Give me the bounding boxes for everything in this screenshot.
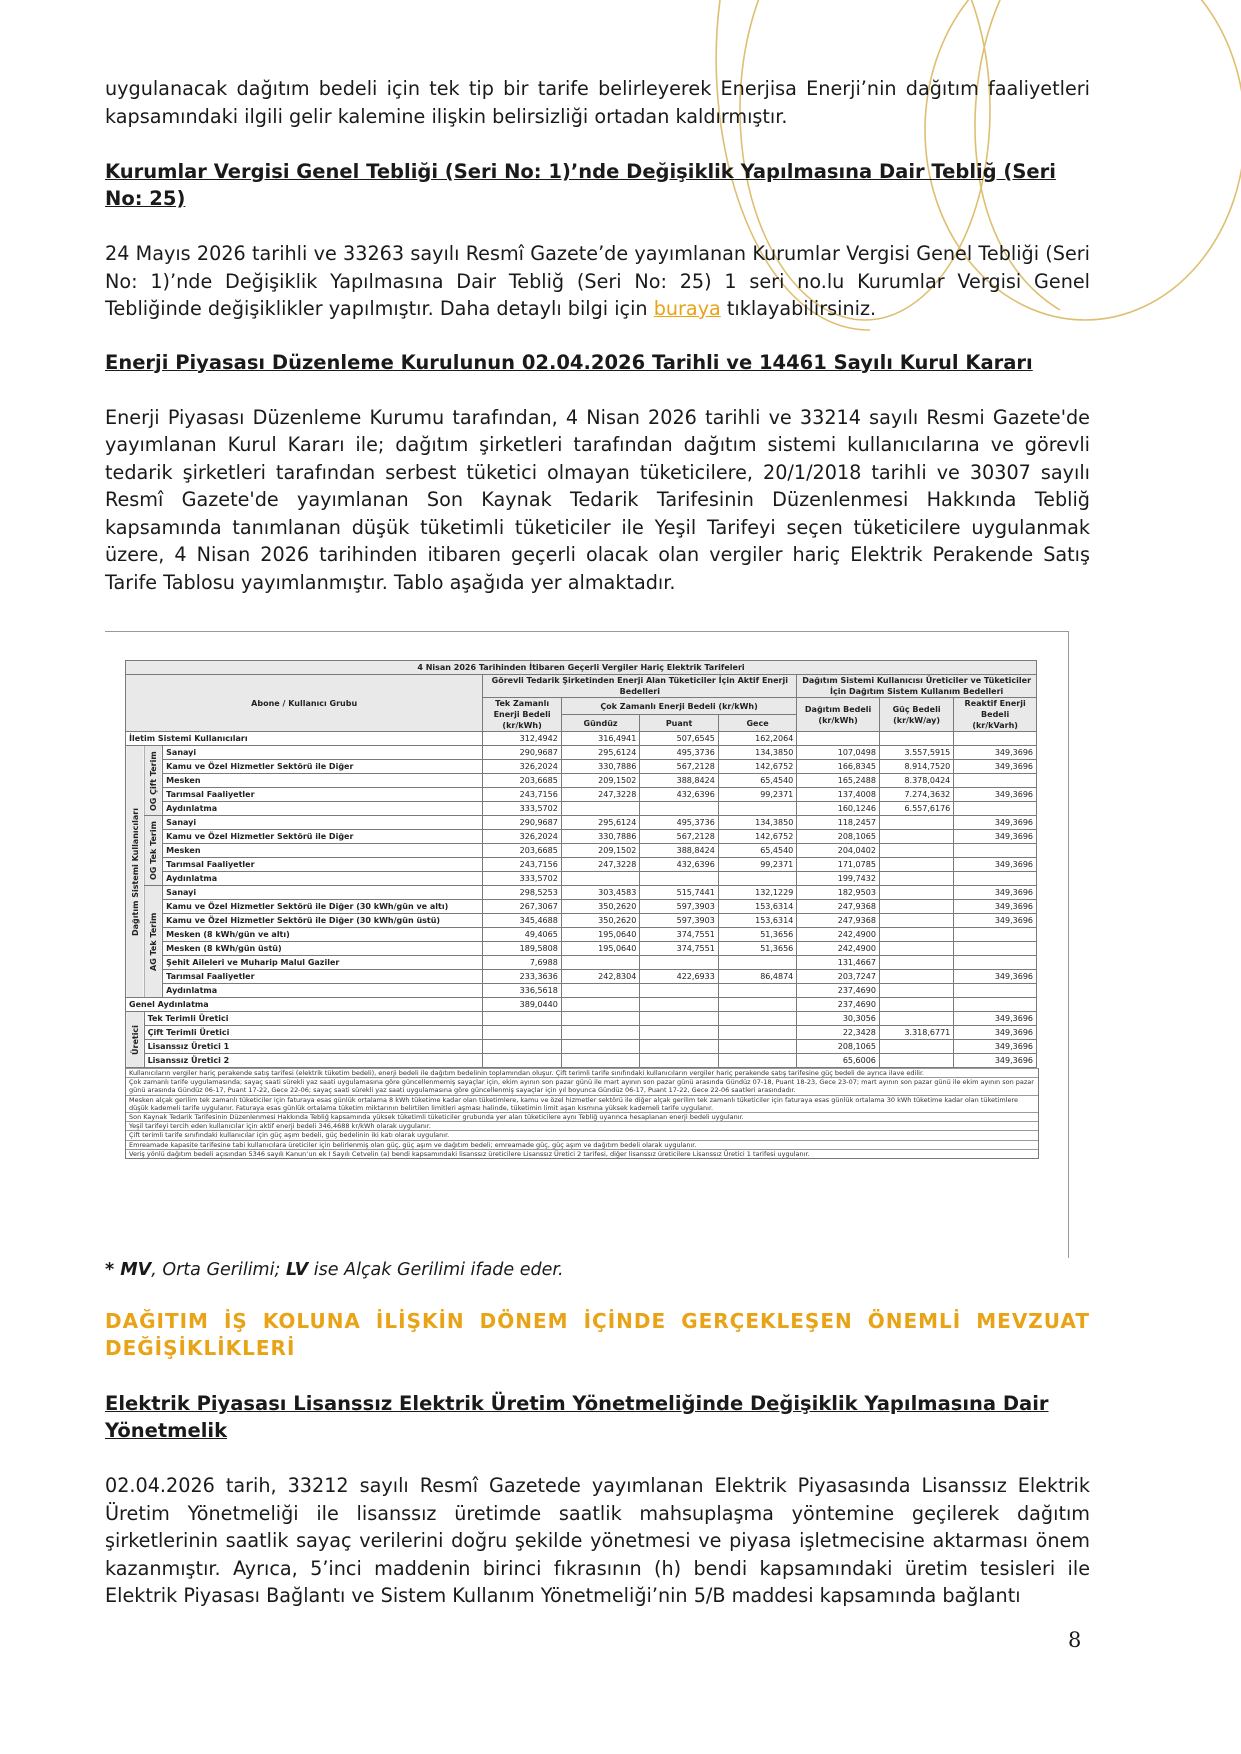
row-value (954, 998, 1037, 1012)
row-label: İletim Sistemi Kullanıcıları (126, 732, 483, 746)
row-value: 22,3428 (797, 1026, 880, 1040)
table-row (126, 998, 1037, 1012)
row-label: Tarımsal Faaliyetler (163, 970, 483, 984)
row-value (954, 942, 1037, 956)
row-value (954, 872, 1037, 886)
row-value: 233,3636 (483, 970, 561, 984)
row-value: 326,2024 (483, 760, 561, 774)
row-label: Lisanssız Üretici 1 (144, 1040, 483, 1054)
row-value (640, 998, 718, 1012)
row-value: 349,3696 (954, 1040, 1037, 1054)
row-value: 432,6396 (640, 788, 718, 802)
row-value (718, 956, 796, 970)
caption-mid: , Orta Gerilimi; (151, 1260, 286, 1280)
row-value: 203,6685 (483, 844, 561, 858)
row-value: 349,3696 (954, 760, 1037, 774)
th-power-fee: Güç Bedeli (kr/kW/ay) (879, 698, 953, 732)
th-single-time: Tek Zamanlı Enerji Bedeli (kr/kWh) (483, 698, 561, 732)
th-supplier-group: Görevli Tedarik Şirketinden Enerji Alan Tüketiciler İçin Aktif Enerji Bedelleri (483, 675, 797, 698)
row-value (954, 984, 1037, 998)
caption-end: ise Alçak Gerilimi ifade eder. (308, 1260, 564, 1280)
th-day: Gündüz (561, 715, 639, 732)
table-row (126, 956, 1037, 970)
row-label: Kamu ve Özel Hizmetler Sektörü ile Diğer (30 kWh/gün ve altı) (163, 900, 483, 914)
row-label: Genel Aydınlatma (126, 998, 483, 1012)
row-label: Aydınlatma (163, 872, 483, 886)
row-value: 142,6752 (718, 760, 796, 774)
row-value: 30,3056 (797, 1012, 880, 1026)
row-value (718, 1040, 796, 1054)
row-value: 295,6124 (561, 746, 639, 760)
row-value: 7.274,3632 (879, 788, 953, 802)
table-note: Çift terimli tarife sınıfındaki kullanıcılar için güç aşım bedeli, güç bedelinin iki katı olarak uygulanır. (126, 1130, 1038, 1139)
table-row (126, 774, 1037, 788)
row-value (640, 872, 718, 886)
table-row (126, 1054, 1037, 1068)
row-value: 374,7551 (640, 928, 718, 942)
lower-content (105, 1308, 1090, 1610)
row-value: 237,4690 (797, 998, 880, 1012)
table-note: Mesken alçak gerilim tek zamanlı tüketiciler için faturaya esas günlük ortalama 8 kWh tüketime kadar olan tüketimlere, kamu ve özel hizmetler sektörü ile diğer alçak gerilim tek zamanlı tüketiciler için faturaya esas günlük ortalama 30 kWh tüketime kadar olan tüketimlere düşük kademeli tarife uygulanır. Faturaya esas günlük ortalama tüketim miktarının belirtilen limitleri aşması halinde, tüketimin limit aşan kısmına yüksek kademeli tarife uygulanır. (126, 1095, 1038, 1112)
row-value: 242,8304 (561, 970, 639, 984)
row-value: 597,3903 (640, 914, 718, 928)
row-label: Mesken (163, 844, 483, 858)
row-label: Tarımsal Faaliyetler (163, 788, 483, 802)
row-value (879, 1054, 953, 1068)
row-value: 203,7247 (797, 970, 880, 984)
row-value (561, 1026, 639, 1040)
table-row (126, 942, 1037, 956)
row-value: 208,1065 (797, 830, 880, 844)
table-row (126, 1012, 1037, 1026)
row-value (954, 774, 1037, 788)
row-value (561, 802, 639, 816)
section4-heading: Elektrik Piyasası Lisanssız Elektrik Üretim Yönetmeliğinde Değişiklik Yapılmasına Dair Yönetmelik (105, 1392, 1049, 1442)
row-value: 349,3696 (954, 858, 1037, 872)
row-value: 349,3696 (954, 970, 1037, 984)
row-value: 49,4065 (483, 928, 561, 942)
side-label-og_cift: OG Çift Terim (144, 746, 163, 816)
row-value (640, 1054, 718, 1068)
section1-paragraph (105, 240, 1090, 323)
row-value: 303,4583 (561, 886, 639, 900)
section1-heading: Kurumlar Vergisi Genel Tebliği (Seri No: 1)’nde Değişiklik Yapılmasına Dair Tebliğ (Seri No: 25) (105, 160, 1056, 210)
side-label-ag_tek: AG Tek Terim (144, 886, 163, 998)
row-label: Mesken (8 kWh/gün üstü) (163, 942, 483, 956)
row-value (879, 928, 953, 942)
caption-mv: * MV (105, 1260, 152, 1280)
table-note: Yeşil tarifeyi tercih eden kullanıcılar için aktif enerji bedeli 346,4688 kr/kWh olarak uygulanır. (126, 1121, 1038, 1130)
row-value: 326,2024 (483, 830, 561, 844)
table-note: Çok zamanlı tarife uygulamasında; sayaç saati sürekli yaz saati uygulamasına göre güncellenmemiş sayaçlar için, ekim ayının son pazar günü ile mart ayının son pazar günü arasında Gündüz 07-18, Puant 18-23, Gece 23-07; mart ayının son pazar günü ile ekim ayının son pazar günü arasında Gündüz 06-17, Puant 17-22, Gece 22-06; sayaç saati sürekli yaz saati uygulamasına göre güncellenmiş sayaçlar için yıl boyunca Gündüz 06-17, Puant 17-22, Gece 22-06 saatleri arasındadır. (126, 1077, 1038, 1094)
row-value (879, 886, 953, 900)
row-value: 515,7441 (640, 886, 718, 900)
row-value: 567,2128 (640, 760, 718, 774)
row-value: 350,2620 (561, 900, 639, 914)
row-value: 495,3736 (640, 746, 718, 760)
row-value (954, 802, 1037, 816)
row-value: 134,3850 (718, 816, 796, 830)
table-caption (105, 1260, 564, 1280)
table-notes (125, 1068, 1039, 1159)
row-value: 153,6314 (718, 900, 796, 914)
th-subscriber-group: Abone / Kullanıcı Grubu (126, 675, 483, 732)
row-value: 153,6314 (718, 914, 796, 928)
row-value (640, 1040, 718, 1054)
row-value: 8.378,0424 (879, 774, 953, 788)
table-row (126, 970, 1037, 984)
row-value (483, 1040, 561, 1054)
row-value: 389,0440 (483, 998, 561, 1012)
table-row (126, 732, 1037, 746)
row-value (483, 1054, 561, 1068)
row-value (954, 844, 1037, 858)
buraya-link[interactable]: buraya (653, 297, 721, 320)
row-value (879, 830, 953, 844)
row-value (640, 1026, 718, 1040)
row-value: 6.557,6176 (879, 802, 953, 816)
table-row (126, 1026, 1037, 1040)
row-value: 242,4900 (797, 942, 880, 956)
th-distribution-group: Dağıtım Sistemi Kullanıcısı Üreticiler ve Tüketiciler İçin Dağıtım Sistem Kullanım Bedelleri (797, 675, 1037, 698)
section3-heading: DAĞITIM İŞ KOLUNA İLİŞKİN DÖNEM İÇİNDE GERÇEKLEŞEN ÖNEMLİ MEVZUAT DEĞİŞİKLİKLERİ (105, 1309, 1090, 1360)
row-value: 137,4008 (797, 788, 880, 802)
table-row (126, 760, 1037, 774)
table-note: Emreamade kapasite tarifesine tabi kullanıcılara üreticiler için belirlenmiş olan güç, güç aşım ve dağıtım bedeli; emreamade güç, güç aşım ve dağıtım bedeli olarak uygulanır. (126, 1140, 1038, 1149)
row-value: 209,1502 (561, 844, 639, 858)
row-value: 247,9368 (797, 914, 880, 928)
row-value: 65,4540 (718, 844, 796, 858)
table-note: Son Kaynak Tedarik Tarifesinin Düzenlenmesi Hakkında Tebliğ kapsamında yüksek tüketimli tüketiciler grubunda yer alan tüketicilere aynı Tebliğ uyarınca hesaplanan enerji bedeli uygulanır. (126, 1112, 1038, 1121)
row-value: 132,1229 (718, 886, 796, 900)
table-note: Kullanıcıların vergiler hariç perakende satış tarifesi (elektrik tüketim bedeli), enerji bedeli ile dağıtım bedelinin toplamından oluşur. Çift terimli tarife sınıfındaki kullanıcıların vergiler hariç perakende satış tarifesine güç bedeli de ayrıca ilave edilir. (126, 1068, 1038, 1077)
row-label: Aydınlatma (163, 802, 483, 816)
row-value: 134,3850 (718, 746, 796, 760)
row-value (561, 956, 639, 970)
tariff-table-image (125, 660, 1037, 1159)
page-number: 8 (1068, 1628, 1082, 1652)
th-night: Gece (718, 715, 796, 732)
row-value: 349,3696 (954, 816, 1037, 830)
row-value (879, 872, 953, 886)
side-label-og_tek: OG Tek Terim (144, 816, 163, 886)
row-value: 312,4942 (483, 732, 561, 746)
row-value (879, 942, 953, 956)
table-row (126, 816, 1037, 830)
row-value (879, 984, 953, 998)
row-value: 247,3228 (561, 858, 639, 872)
row-value: 8.914,7520 (879, 760, 953, 774)
row-label: Kamu ve Özel Hizmetler Sektörü ile Diğer (163, 830, 483, 844)
row-value: 3.557,5915 (879, 746, 953, 760)
th-peak: Puant (640, 715, 718, 732)
row-value: 333,5702 (483, 872, 561, 886)
row-value (640, 802, 718, 816)
row-label: Çift Terimli Üretici (144, 1026, 483, 1040)
row-label: Lisanssız Üretici 2 (144, 1054, 483, 1068)
row-value (483, 1012, 561, 1026)
row-value: 99,2371 (718, 858, 796, 872)
row-value: 374,7551 (640, 942, 718, 956)
row-value (879, 732, 953, 746)
row-value: 350,2620 (561, 914, 639, 928)
th-reactive-fee: Reaktif Enerji Bedeli (kr/kVarh) (954, 698, 1037, 732)
row-value (561, 1012, 639, 1026)
row-value: 432,6396 (640, 858, 718, 872)
row-value: 99,2371 (718, 788, 796, 802)
row-value (718, 1026, 796, 1040)
row-value: 208,1065 (797, 1040, 880, 1054)
row-label: Sanayi (163, 886, 483, 900)
row-value (640, 956, 718, 970)
table-row (126, 746, 1037, 760)
table-row (126, 872, 1037, 886)
section1-text-after: tıklayabilirsiniz. (720, 297, 877, 320)
row-value: 51,3656 (718, 942, 796, 956)
row-value: 349,3696 (954, 746, 1037, 760)
row-value (718, 984, 796, 998)
row-value (879, 858, 953, 872)
row-value: 204,0402 (797, 844, 880, 858)
row-value: 349,3696 (954, 1026, 1037, 1040)
row-value (483, 1026, 561, 1040)
side-label-producer: Üretici (126, 1012, 145, 1068)
row-value: 567,2128 (640, 830, 718, 844)
row-value: 247,3228 (561, 788, 639, 802)
row-value: 118,2457 (797, 816, 880, 830)
row-value (718, 1054, 796, 1068)
row-label: Mesken (163, 774, 483, 788)
table-row (126, 984, 1037, 998)
row-value (879, 998, 953, 1012)
row-value: 243,7156 (483, 788, 561, 802)
table-row (126, 886, 1037, 900)
row-value: 242,4900 (797, 928, 880, 942)
row-value (879, 970, 953, 984)
row-value: 166,8345 (797, 760, 880, 774)
row-value: 199,7432 (797, 872, 880, 886)
row-value: 298,5253 (483, 886, 561, 900)
row-value (954, 732, 1037, 746)
row-value (561, 1040, 639, 1054)
table-row (126, 914, 1037, 928)
row-value: 495,3736 (640, 816, 718, 830)
tariff-table (125, 660, 1037, 1068)
row-value (640, 1012, 718, 1026)
row-value: 165,2488 (797, 774, 880, 788)
row-value (879, 844, 953, 858)
row-value: 507,6545 (640, 732, 718, 746)
row-label: Kamu ve Özel Hizmetler Sektörü ile Diğer (30 kWh/gün üstü) (163, 914, 483, 928)
row-value (561, 1054, 639, 1068)
row-value: 86,4874 (718, 970, 796, 984)
row-value: 247,9368 (797, 900, 880, 914)
row-label: Sanayi (163, 746, 483, 760)
row-value: 316,4941 (561, 732, 639, 746)
row-value: 349,3696 (954, 830, 1037, 844)
table-row (126, 1040, 1037, 1054)
th-distribution-fee: Dağıtım Bedeli (kr/kWh) (797, 698, 880, 732)
row-value: 349,3696 (954, 914, 1037, 928)
table-row (126, 830, 1037, 844)
row-value: 107,0498 (797, 746, 880, 760)
row-value: 189,5808 (483, 942, 561, 956)
row-value (879, 900, 953, 914)
caption-lv: LV (285, 1260, 309, 1280)
row-value: 388,8424 (640, 774, 718, 788)
table-title: 4 Nisan 2026 Tarihinden İtibaren Geçerli Vergiler Hariç Elektrik Tarifeleri (126, 661, 1037, 675)
row-value: 267,3067 (483, 900, 561, 914)
row-label: Şehit Aileleri ve Muharip Malul Gaziler (163, 956, 483, 970)
row-value: 330,7886 (561, 760, 639, 774)
row-value: 290,9687 (483, 816, 561, 830)
row-value: 131,4667 (797, 956, 880, 970)
row-value: 336,5618 (483, 984, 561, 998)
row-value (640, 984, 718, 998)
row-value: 65,6006 (797, 1054, 880, 1068)
table-note: Veriş yönlü dağıtım bedeli açısından 5346 sayılı Kanun’un ek I Sayılı Cetvelin (a) bendi kapsamındaki lisanssız üreticilere Lisanssız Üretici 2 tarifesi, diğer lisanssız üreticilere Lisanssız Üretici 1 tarifesi uygulanır. (126, 1149, 1038, 1158)
row-value: 330,7886 (561, 830, 639, 844)
row-label: Sanayi (163, 816, 483, 830)
table-row (126, 788, 1037, 802)
row-value: 349,3696 (954, 886, 1037, 900)
side-label-users: Dağıtım Sistemi Kullanıcıları (126, 746, 145, 998)
table-row (126, 900, 1037, 914)
row-label: Tek Terimli Üretici (144, 1012, 483, 1026)
row-value: 349,3696 (954, 788, 1037, 802)
row-value: 237,4690 (797, 984, 880, 998)
row-value: 203,6685 (483, 774, 561, 788)
row-value: 162,2064 (718, 732, 796, 746)
row-value: 345,4688 (483, 914, 561, 928)
row-value (718, 872, 796, 886)
table-row (126, 844, 1037, 858)
table-row (126, 928, 1037, 942)
table-row (126, 802, 1037, 816)
section2-paragraph: Enerji Piyasası Düzenleme Kurumu tarafından, 4 Nisan 2026 tarihli ve 33214 sayılı Resmi Gazete'de yayımlanan Kurul Kararı ile; dağıtım şirketleri tarafından dağıtım sistemi kullanıcılarına ve görevli tedarik şirketleri tarafından serbest tüketici olmayan tüketicilere, 20/1/2018 tarihli ve 30307 sayılı Resmî Gazete'de yayımlanan Son Kaynak Tedarik Tarifesinin Düzenlenmesi Hakkında Tebliğ kapsamında tanımlanan düşük tüketimli tüketiciler ile Yeşil Tarifeyi seçen tüketicilere uygulanmak üzere, 4 Nisan 2026 tarihinden itibaren geçerli olacak olan vergiler hariç Elektrik Perakende Satış Tarife Tablosu yayımlanmıştır. Tablo aşağıda yer almaktadır. (105, 405, 1090, 594)
row-value (561, 984, 639, 998)
row-value: 195,0640 (561, 942, 639, 956)
row-value: 388,8424 (640, 844, 718, 858)
row-value: 171,0785 (797, 858, 880, 872)
row-value (879, 1012, 953, 1026)
page-content (105, 75, 1090, 596)
section4-paragraph: 02.04.2026 tarih, 33212 sayılı Resmî Gazetede yayımlanan Elektrik Piyasasında Lisanssız Elektrik Üretim Yönetmeliği ile lisanssız üretimde saatlik mahsuplaşma yöntemine geçilerek dağıtım şirketlerinin saatlik sayaç verilerini doğru şekilde yönetmesi ve piyasa işletmecisine aktarması önem kazanmıştır. Ayrıca, 5’inci maddenin birinci fıkrasının (h) bendi kapsamındaki üretim tesisleri ile Elektrik Piyasası Bağlantı ve Sistem Kullanım Yönetmeliği’nin 5/B maddesi kapsamında bağlantı (105, 1474, 1090, 1607)
table-body (126, 732, 1037, 1068)
row-value (879, 956, 953, 970)
row-value (797, 732, 880, 746)
row-value: 333,5702 (483, 802, 561, 816)
row-value (561, 998, 639, 1012)
row-label: Kamu ve Özel Hizmetler Sektörü ile Diğer (163, 760, 483, 774)
row-value: 243,7156 (483, 858, 561, 872)
row-value: 7,6988 (483, 956, 561, 970)
row-value: 160,1246 (797, 802, 880, 816)
table-row (126, 858, 1037, 872)
row-value (718, 998, 796, 1012)
row-value (718, 802, 796, 816)
row-value (879, 1040, 953, 1054)
row-value: 182,9503 (797, 886, 880, 900)
row-value: 349,3696 (954, 900, 1037, 914)
th-multi-time: Çok Zamanlı Enerji Bedeli (kr/kWh) (561, 698, 796, 715)
row-value (954, 956, 1037, 970)
row-value: 290,9687 (483, 746, 561, 760)
section2-heading: Enerji Piyasası Düzenleme Kurulunun 02.04.2026 Tarihli ve 14461 Sayılı Kurul Kararı (105, 350, 1033, 374)
row-label: Mesken (8 kWh/gün ve altı) (163, 928, 483, 942)
row-label: Aydınlatma (163, 984, 483, 998)
row-value: 422,6933 (640, 970, 718, 984)
intro-paragraph: uygulanacak dağıtım bedeli için tek tip bir tarife belirleyerek Enerjisa Enerji’nin dağıtım faaliyetleri kapsamındaki ilgili gelir kalemine ilişkin belirsizliği ortadan kaldırmıştır. (105, 77, 1090, 128)
row-value: 3.318,6771 (879, 1026, 953, 1040)
row-value: 349,3696 (954, 1012, 1037, 1026)
row-value (718, 1012, 796, 1026)
row-value: 597,3903 (640, 900, 718, 914)
row-value: 51,3656 (718, 928, 796, 942)
row-value: 349,3696 (954, 1054, 1037, 1068)
row-value: 295,6124 (561, 816, 639, 830)
row-value: 209,1502 (561, 774, 639, 788)
row-value (954, 928, 1037, 942)
row-value (879, 914, 953, 928)
row-label: Tarımsal Faaliyetler (163, 858, 483, 872)
section1-text-before: 24 Mayıs 2026 tarihli ve 33263 sayılı Resmî Gazete’de yayımlanan Kurumlar Vergisi Genel Tebliği (Seri No: 1)’nde Değişiklik Yapılmasına Dair Tebliğ (Seri No: 25) 1 seri no.lu Kurumlar Vergisi Genel Tebliğinde değişiklikler yapılmıştır. Daha detaylı bilgi için (105, 242, 1090, 320)
row-value (561, 872, 639, 886)
row-value: 65,4540 (718, 774, 796, 788)
row-value (879, 816, 953, 830)
row-value: 142,6752 (718, 830, 796, 844)
row-value: 195,0640 (561, 928, 639, 942)
